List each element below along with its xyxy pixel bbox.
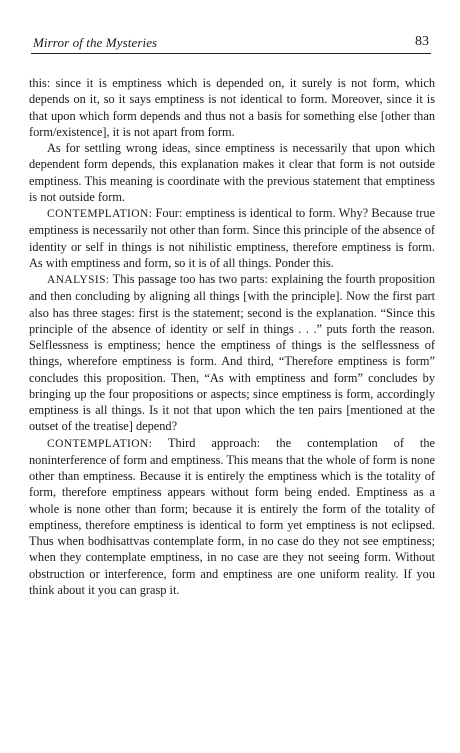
paragraph-1 [29,75,435,140]
paragraph-2-text: As for settling wrong ideas, since emptiness is necessarily that upon which dependent form depends, this explanation makes it clear that form is not outside emptiness. This meaning is coordinate with the previous statement that emptiness is not outside form. [29,141,435,204]
analysis-label: ANALYSIS: [47,274,110,286]
paragraph-3-text: Four: emptiness is identical to form. Why? Because true emptiness is necessarily not other than form. Since this principle of the absence of identity or self in things is not nihilistic emptiness, therefore emptiness is form. As with emptiness and form, so it is of all things. Ponder this. [29,206,435,270]
paragraph-1-text: this: since it is emptiness which is depended on, it surely is not form, which depends on it, so it says emptiness is not identical to form. Moreover, since it is that upon which form depends and thus not a basis for something else [other than form/existence], it is not apart from form. [29,76,435,139]
paragraph-4-text: This passage too has two parts: explaining the fourth proposition and then concluding by aligning all things [with the principle]. Now the first part also has three stages: first is the statement; second is the explanation. “Since this principle of the absence of identity or self in things . . .” puts forth the reason. Selflessness is emptiness; hence the emptiness of things is the selflessness of things, wherefore emptiness is form. And third, “Therefore emptiness is form” concludes this proposition. Then, “As with emptiness and form” concludes by bringing up the four propositions or aspects; since emptiness is form, accordingly emptiness is all things. Is it not that upon which the ten pairs [mentioned at the outset of the treatise] depend? [29,272,435,434]
paragraph-3 [29,205,435,271]
contemplation-label: CONTEMPLATION: [47,208,153,220]
paragraph-5 [29,435,435,599]
page-number: 83 [415,34,429,49]
paragraph-4 [29,271,435,435]
paragraph-2 [29,140,435,205]
contemplation-label: CONTEMPLATION: [47,437,153,450]
body-text [29,75,435,598]
paragraph-5-text: Third approach: the contemplation of the noninterference of form and emptiness. This means that the whole of form is none other than emptiness. Because it is entirely the emptiness which is the totality of form, therefore emptiness appears without form being ended. Emptiness as a whole is none other than form; because it is entirely the form of the totality of emptiness, therefore emptiness is identical to form yet emptiness is not eclipsed. Thus when bodhisattvas contemplate form, in no case do they not see emptiness; when they contemplate emptiness, in no case are they not seeing form. Without obstruction or interference, form and emptiness are one uniform reality. If you think about it you can grasp it. [29,435,435,597]
running-header [31,31,431,54]
running-title: Mirror of the Mysteries [33,35,158,50]
